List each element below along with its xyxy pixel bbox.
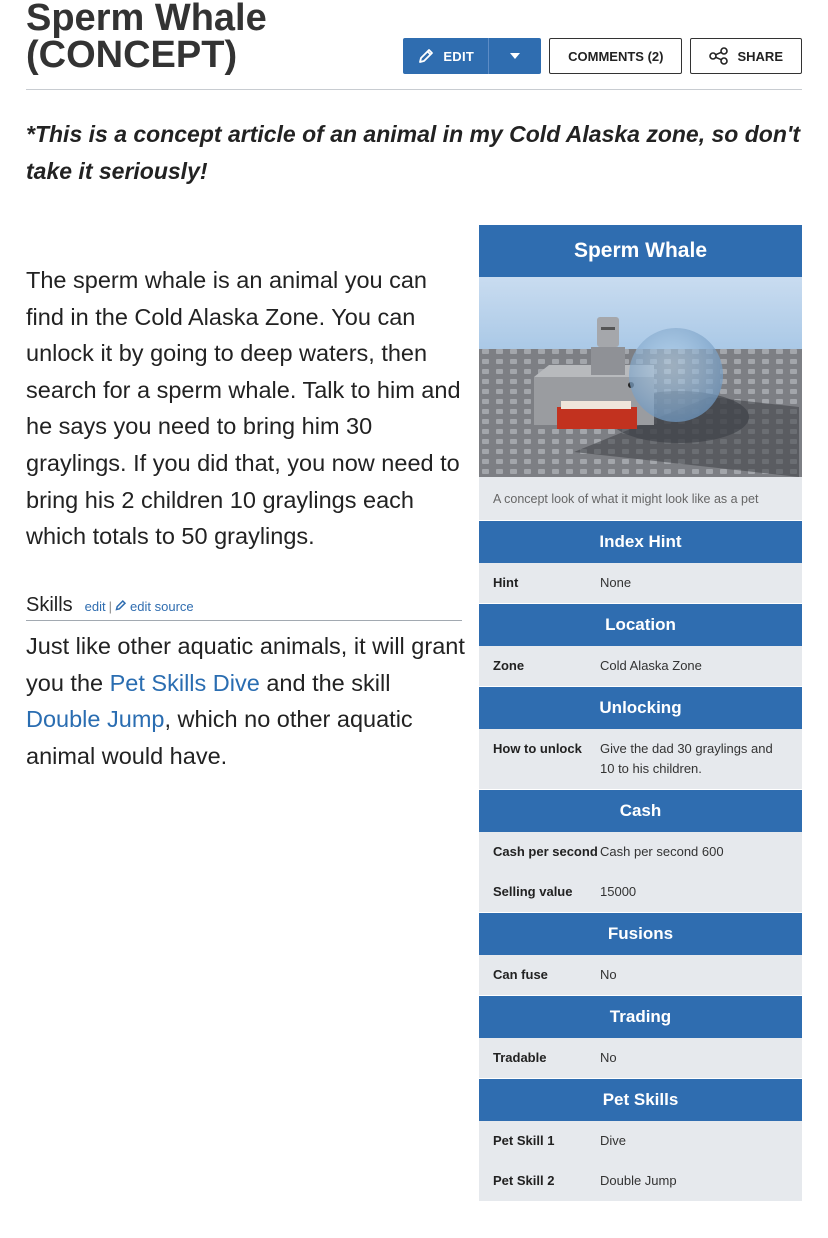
tradable-value: No [600, 1050, 617, 1065]
zone-value: Cold Alaska Zone [600, 658, 702, 673]
selling-value-value: 15000 [600, 884, 637, 899]
pet-skill-1-row [479, 1121, 802, 1161]
edit-source-link[interactable]: edit source [130, 599, 194, 614]
infobox [479, 225, 802, 1201]
zone-row [479, 646, 802, 686]
comments-button[interactable] [549, 38, 682, 74]
share-icon [709, 47, 729, 65]
hint-row [479, 563, 802, 603]
cash-per-second-row [479, 832, 802, 872]
section-edit-links [85, 599, 194, 614]
cash-per-second-value: Cash per second 600 [600, 844, 724, 859]
image-caption: A concept look of what it might look like as a pet [493, 491, 759, 506]
skills-heading-label: Skills [26, 594, 73, 616]
sperm-whale-image[interactable] [479, 277, 802, 477]
tradable-label: Tradable [493, 1050, 547, 1065]
article-body: The sperm whale is an animal you can find in the Cold Alaska Zone. You can unlock it by going to deep waters, then search for a sperm whale. Talk to him and he says you need to bring him 30 graylings. If you did that, you now need to bring his 2 children 10 graylings each which totals to 50 graylings. [26, 267, 461, 550]
unlock-row [479, 729, 802, 789]
section-pet-skills: Pet Skills [479, 1078, 802, 1121]
tradable-row [479, 1038, 802, 1078]
page-header [26, 0, 802, 90]
selling-value-label: Selling value [493, 884, 573, 899]
edit-link[interactable]: edit [84, 599, 106, 614]
edit-button[interactable] [403, 38, 489, 74]
edit-button-group [403, 38, 541, 74]
can-fuse-value: No [600, 967, 617, 982]
section-location: Location [479, 603, 802, 646]
page-title-line2: (CONCEPT) [26, 34, 238, 76]
pencil-icon [115, 599, 127, 611]
can-fuse-row [479, 955, 802, 995]
chevron-down-icon [510, 53, 520, 59]
skills-text-middle: and the skill [259, 669, 391, 696]
section-fusions: Fusions [479, 912, 802, 955]
pet-skill-1-value: Dive [600, 1133, 627, 1148]
section-trading: Trading [479, 995, 802, 1038]
hint-label: Hint [493, 575, 519, 590]
page-title-line1: Sperm Whale [26, 0, 267, 39]
infobox-title: Sperm Whale [479, 225, 802, 277]
double-jump-link[interactable]: Double Jump [26, 706, 165, 733]
unlock-label: How to unlock [493, 741, 582, 756]
cash-per-second-label: Cash per second [493, 844, 598, 859]
section-unlocking: Unlocking [479, 686, 802, 729]
hint-value: None [600, 575, 632, 590]
comments-button-label: COMMENTS (2) [568, 48, 664, 64]
pet-skills-dive-link[interactable]: Pet Skills Dive [109, 669, 260, 696]
unlock-value: Give the dad 30 graylings and 10 to his children. [600, 741, 773, 776]
game-scene-illustration [479, 277, 802, 477]
share-button[interactable] [690, 38, 802, 74]
section-cash: Cash [479, 789, 802, 832]
pet-skill-2-label: Pet Skill 2 [493, 1173, 555, 1188]
page-actions [403, 38, 802, 74]
skills-text-before: Just like other aquatic animals, it will grant you the [26, 633, 465, 696]
skills-section-heading [26, 594, 462, 621]
edit-button-label: EDIT [443, 48, 475, 64]
skills-text-after: , which no other aquatic animal would have. [26, 706, 413, 769]
pencil-icon [417, 47, 435, 65]
pet-skill-2-value: Double Jump [600, 1173, 677, 1188]
zone-label: Zone [493, 658, 525, 673]
intro-note: *This is a concept article of an animal in my Cold Alaska zone, so don't take it seriously! [26, 121, 801, 184]
page-title [26, 0, 267, 74]
section-index-hint: Index Hint [479, 520, 802, 563]
link-separator: | [108, 599, 113, 614]
can-fuse-label: Can fuse [493, 967, 548, 982]
share-button-label: SHARE [737, 48, 783, 64]
skills-paragraph [26, 628, 466, 774]
pet-skill-1-label: Pet Skill 1 [493, 1133, 555, 1148]
selling-value-row [479, 872, 802, 912]
edit-dropdown-button[interactable] [489, 38, 541, 74]
pet-skill-2-row [479, 1161, 802, 1201]
